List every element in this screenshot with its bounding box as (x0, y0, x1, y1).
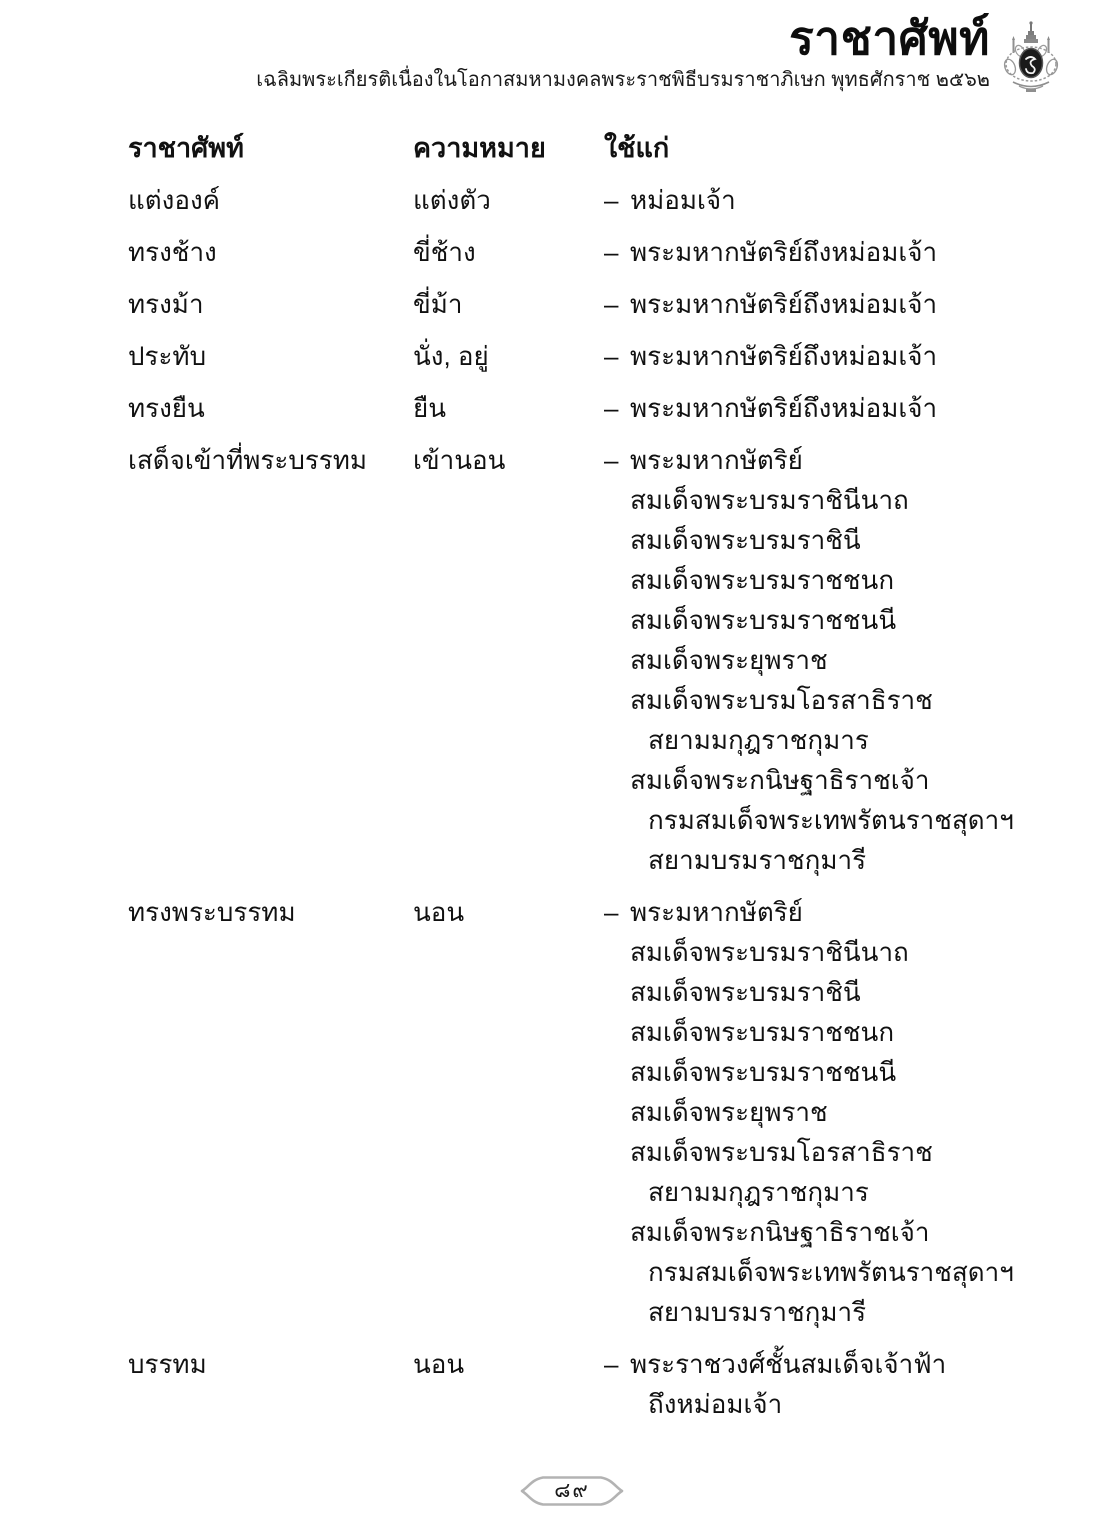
table-row (128, 232, 1008, 272)
document-header (256, 10, 990, 93)
used-for-line: สยามบรมราชกุมารี (648, 1296, 867, 1327)
used-for-line: – พระมหากษัตริย์ (604, 444, 803, 475)
used-for-line: สมเด็จพระบรมโอรสาธิราช (630, 1136, 933, 1167)
term-cell: ทรงช้าง (128, 237, 217, 267)
table-row (128, 440, 1014, 880)
page-number-cartouche (520, 1470, 624, 1512)
used-for-line: – พระราชวงศ์ชั้นสมเด็จเจ้าฟ้า (604, 1348, 947, 1379)
used-for-line: สมเด็จพระบรมราชินีนาถ (630, 484, 909, 515)
royal-coronation-emblem-icon (1003, 20, 1059, 94)
meaning-cell: นั่ง, อยู่ (413, 341, 489, 371)
used-for-cell (604, 232, 1008, 272)
meaning-cell: แต่งตัว (413, 185, 491, 215)
term-cell: เสด็จเข้าที่พระบรรทม (128, 445, 368, 475)
header-term: ราชาศัพท์ (128, 133, 244, 163)
used-for-line: กรมสมเด็จพระเทพรัตนราชสุดาฯ (648, 1256, 1014, 1287)
glossary-table (128, 128, 1014, 1424)
table-row (128, 388, 1008, 428)
used-for-line: – พระมหากษัตริย์ถึงหม่อมเจ้า (604, 340, 938, 371)
used-for-line: สมเด็จพระกนิษฐาธิราชเจ้า (630, 764, 930, 795)
used-for-line: สยามมกุฎราชกุมาร (648, 1176, 869, 1207)
used-for-line: สยามบรมราชกุมารี (648, 844, 867, 875)
table-row (128, 284, 1008, 324)
term-cell: ทรงยืน (128, 393, 205, 423)
used-for-line: กรมสมเด็จพระเทพรัตนราชสุดาฯ (648, 804, 1014, 835)
used-for-cell (604, 388, 1008, 428)
page-subtitle: เฉลิมพระเกียรติเนื่องในโอกาสมหามงคลพระราชพิธีบรมราชาภิเษก พุทธศักราช ๒๕๖๒ (256, 69, 990, 91)
meaning-cell: นอน (413, 897, 465, 927)
meaning-cell: นอน (413, 1349, 465, 1379)
used-for-line: สมเด็จพระบรมราชชนก (630, 564, 895, 595)
used-for-line: สมเด็จพระยุพราช (630, 644, 828, 675)
dash-bullet: – (604, 340, 619, 371)
dash-bullet: – (604, 184, 619, 215)
term-cell: ทรงม้า (128, 289, 204, 319)
glossary-header-row (128, 128, 1008, 168)
used-for-cell (604, 284, 1008, 324)
used-for-line: สมเด็จพระบรมราชชนนี (630, 604, 897, 635)
used-for-line: สมเด็จพระกนิษฐาธิราชเจ้า (630, 1216, 930, 1247)
table-row (128, 336, 1008, 376)
dash-bullet: – (604, 392, 619, 423)
used-for-cell (604, 336, 1008, 376)
used-for-line: สมเด็จพระบรมโอรสาธิราช (630, 684, 933, 715)
dash-bullet: – (604, 1348, 619, 1379)
dash-bullet: – (604, 236, 619, 267)
used-for-line: – พระมหากษัตริย์ถึงหม่อมเจ้า (604, 236, 938, 267)
used-for-cell (604, 180, 1008, 220)
used-for-cell (604, 892, 1014, 1332)
table-row (128, 1344, 1008, 1424)
used-for-line: สมเด็จพระยุพราช (630, 1096, 828, 1127)
used-for-cell (604, 440, 1014, 880)
used-for-line: ถึงหม่อมเจ้า (648, 1388, 783, 1419)
term-cell: บรรทม (128, 1349, 207, 1379)
meaning-cell: ขี่ช้าง (413, 237, 476, 267)
meaning-cell: ยืน (413, 393, 447, 423)
term-cell: แต่งองค์ (128, 185, 221, 215)
used-for-line: – พระมหากษัตริย์ (604, 896, 803, 927)
meaning-cell: เข้านอน (413, 445, 506, 475)
header-used-for: ใช้แก่ (604, 133, 670, 163)
table-row (128, 180, 1008, 220)
page-number: ๘๙ (554, 1479, 590, 1502)
used-for-line: สมเด็จพระบรมราชชนก (630, 1016, 895, 1047)
used-for-line: – หม่อมเจ้า (604, 184, 736, 215)
dash-bullet: – (604, 896, 619, 927)
term-cell: ทรงพระบรรทม (128, 897, 296, 927)
used-for-line: สมเด็จพระบรมราชินี (630, 976, 861, 1007)
used-for-line: สมเด็จพระบรมราชชนนี (630, 1056, 897, 1087)
term-cell: ประทับ (128, 341, 207, 371)
used-for-line: สยามมกุฎราชกุมาร (648, 724, 869, 755)
dash-bullet: – (604, 444, 619, 475)
used-for-line: – พระมหากษัตริย์ถึงหม่อมเจ้า (604, 392, 938, 423)
used-for-line: – พระมหากษัตริย์ถึงหม่อมเจ้า (604, 288, 938, 319)
used-for-cell (604, 1344, 1008, 1424)
meaning-cell: ขี่ม้า (413, 289, 463, 319)
used-for-line: สมเด็จพระบรมราชินี (630, 524, 861, 555)
dash-bullet: – (604, 288, 619, 319)
used-for-line: สมเด็จพระบรมราชินีนาถ (630, 936, 909, 967)
glossary-rows (128, 180, 1014, 1424)
page-title: ราชาศัพท์ (789, 12, 990, 64)
table-row (128, 892, 1014, 1332)
header-meaning: ความหมาย (413, 133, 546, 163)
